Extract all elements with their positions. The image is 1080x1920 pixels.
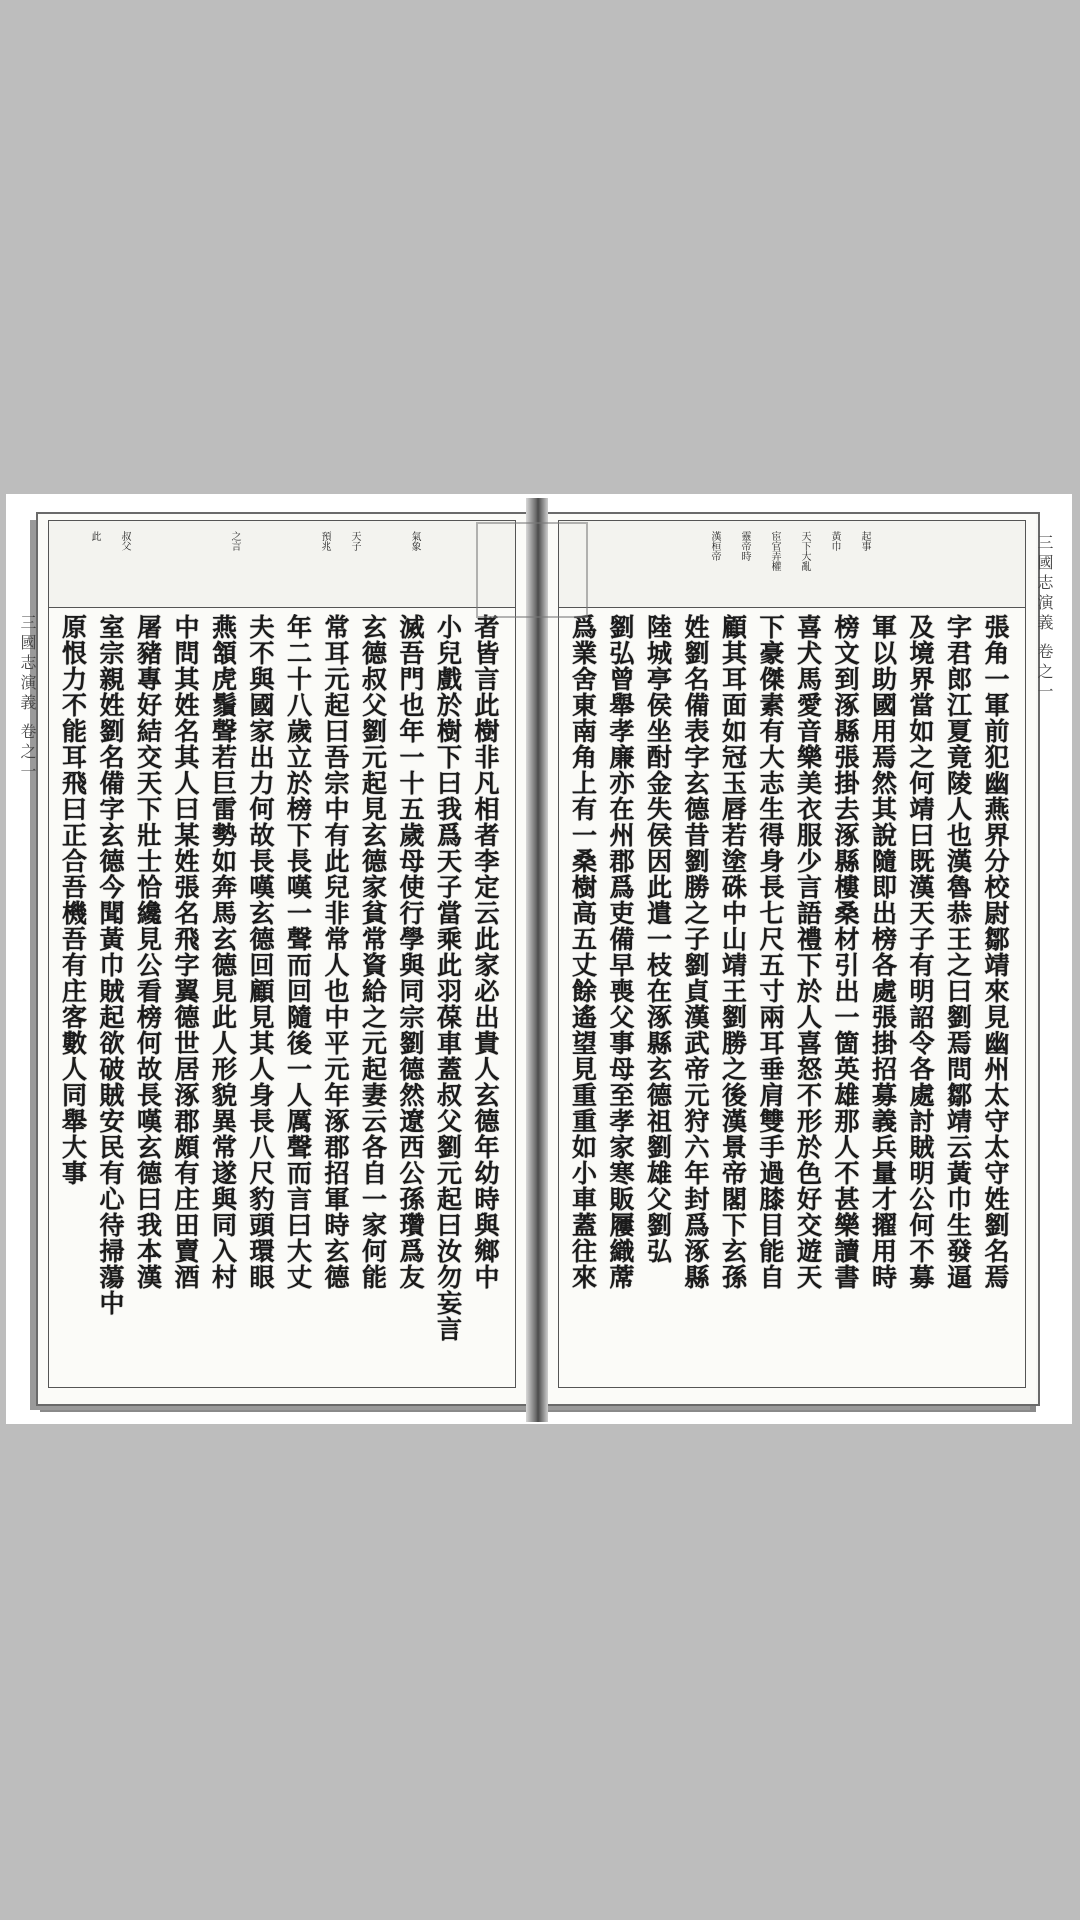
- text-column: 喜犬馬愛音樂美衣服少言語禮下於人喜怒不形於色好交遊天: [793, 614, 823, 1290]
- book-spine: [526, 498, 548, 1422]
- text-column: 者皆言此樹非凡相者李定云此家必出貴人玄德年幼時與鄉中: [471, 614, 500, 1290]
- text-column: 屠豬專好結交天下壯士恰纔見公看榜何故長嘆玄德曰我本漢: [133, 614, 163, 1290]
- text-column: 陸城亭侯坐酎金失侯因此遣一枝在涿縣玄德祖劉雄父劉弘: [643, 614, 673, 1264]
- right-header-commentary: [558, 520, 1026, 608]
- text-column: 姓劉名備表字玄德昔劉勝之子劉貞漢武帝元狩六年封爲涿縣: [681, 614, 710, 1290]
- text-column: 中問其姓名其人曰某姓張名飛字翼德世居涿郡頗有庄田賣酒: [171, 614, 200, 1290]
- text-column: 張角一軍前犯幽燕界分校尉鄒靖來見幽州太守太守姓劉名焉: [981, 614, 1010, 1290]
- text-column: 下豪傑素有大志生得身長七尺五寸兩耳垂肩雙手過膝目能自: [756, 614, 785, 1290]
- commentary-note: 叔父: [119, 531, 130, 551]
- text-column: 及境界當如之何靖曰既漢天子有明詔令各處討賊明公何不募: [906, 614, 935, 1290]
- commentary-note: 黃巾: [829, 531, 840, 551]
- right-text-block: [558, 608, 1026, 1388]
- left-page: [18, 514, 526, 1404]
- right-margin-title: 三國志演義 卷之一: [1035, 534, 1054, 704]
- text-column: 爲業舍東南角上有一桑樹高五丈餘遙望見重重如小車蓋往來: [568, 614, 598, 1290]
- text-column: 夫不與國家出力何故長嘆玄德回顧見其人身長八尺豹頭環眼: [246, 614, 275, 1290]
- text-column: 小兒戲於樹下曰我爲天子當乘此羽葆車蓋叔父劉元起曰汝勿妄言: [433, 614, 463, 1342]
- commentary-note: 氣象: [409, 531, 420, 551]
- text-column: 原恨力不能耳飛曰正合吾機吾有庄客數人同舉大事: [58, 614, 88, 1186]
- open-book: [18, 512, 1054, 1406]
- commentary-note: 天子: [349, 531, 360, 551]
- text-column: 室宗親姓劉名備字玄德今聞黃巾賊起欲破賊安民有心待掃蕩中: [96, 614, 125, 1316]
- left-margin-title: 三國志演義 卷之一: [18, 614, 37, 784]
- commentary-note: 之言: [229, 531, 240, 551]
- scanned-book-image: [6, 494, 1072, 1424]
- commentary-note: 天下大亂: [799, 531, 810, 571]
- commentary-note: 靈帝時: [739, 531, 750, 561]
- text-column: 燕頷虎鬚聲若巨雷勢如奔馬玄德見此人形貌異常遂與同入村: [208, 614, 238, 1290]
- text-column: 常耳元起曰吾宗中有此兒非常人也中平元年涿郡招軍時玄德: [321, 614, 350, 1290]
- text-column: 軍以助國用焉然其說隨即出榜各處張掛招募義兵量才擢用時: [868, 614, 898, 1290]
- commentary-note: 起事: [859, 531, 870, 551]
- text-column: 年二十八歲立於榜下長嘆一聲而回隨後一人厲聲而言曰大丈: [283, 614, 313, 1290]
- text-column: 劉弘曾舉孝廉亦在州郡爲吏備早喪父事母至孝家寒販屨織蓆: [606, 614, 635, 1290]
- text-column: 滅吾門也年一十五歲母使行學與同宗劉德然遼西公孫瓚爲友: [396, 614, 425, 1290]
- commentary-note: 此: [89, 531, 100, 541]
- text-column: 字君郎江夏竟陵人也漢魯恭王之曰劉焉問鄒靖云黃巾生發逼: [943, 614, 973, 1290]
- text-column: 玄德叔父劉元起見玄德家貧常資給之元起妻云各自一家何能: [358, 614, 388, 1290]
- library-seal-stamp: [476, 522, 588, 618]
- commentary-note: 預兆: [319, 531, 330, 551]
- text-column: 顧其耳面如冠玉唇若塗硃中山靖王劉勝之後漢景帝閣下玄孫: [718, 614, 748, 1290]
- commentary-note: 漢桓帝: [709, 531, 720, 561]
- commentary-note: 宦官弄權: [769, 531, 780, 571]
- left-header-commentary: [48, 520, 516, 608]
- left-text-block: [48, 608, 516, 1388]
- text-column: 榜文到涿縣張掛去涿縣樓桑材引出一箇英雄那人不甚樂讀書: [831, 614, 860, 1290]
- right-page: [548, 514, 1054, 1404]
